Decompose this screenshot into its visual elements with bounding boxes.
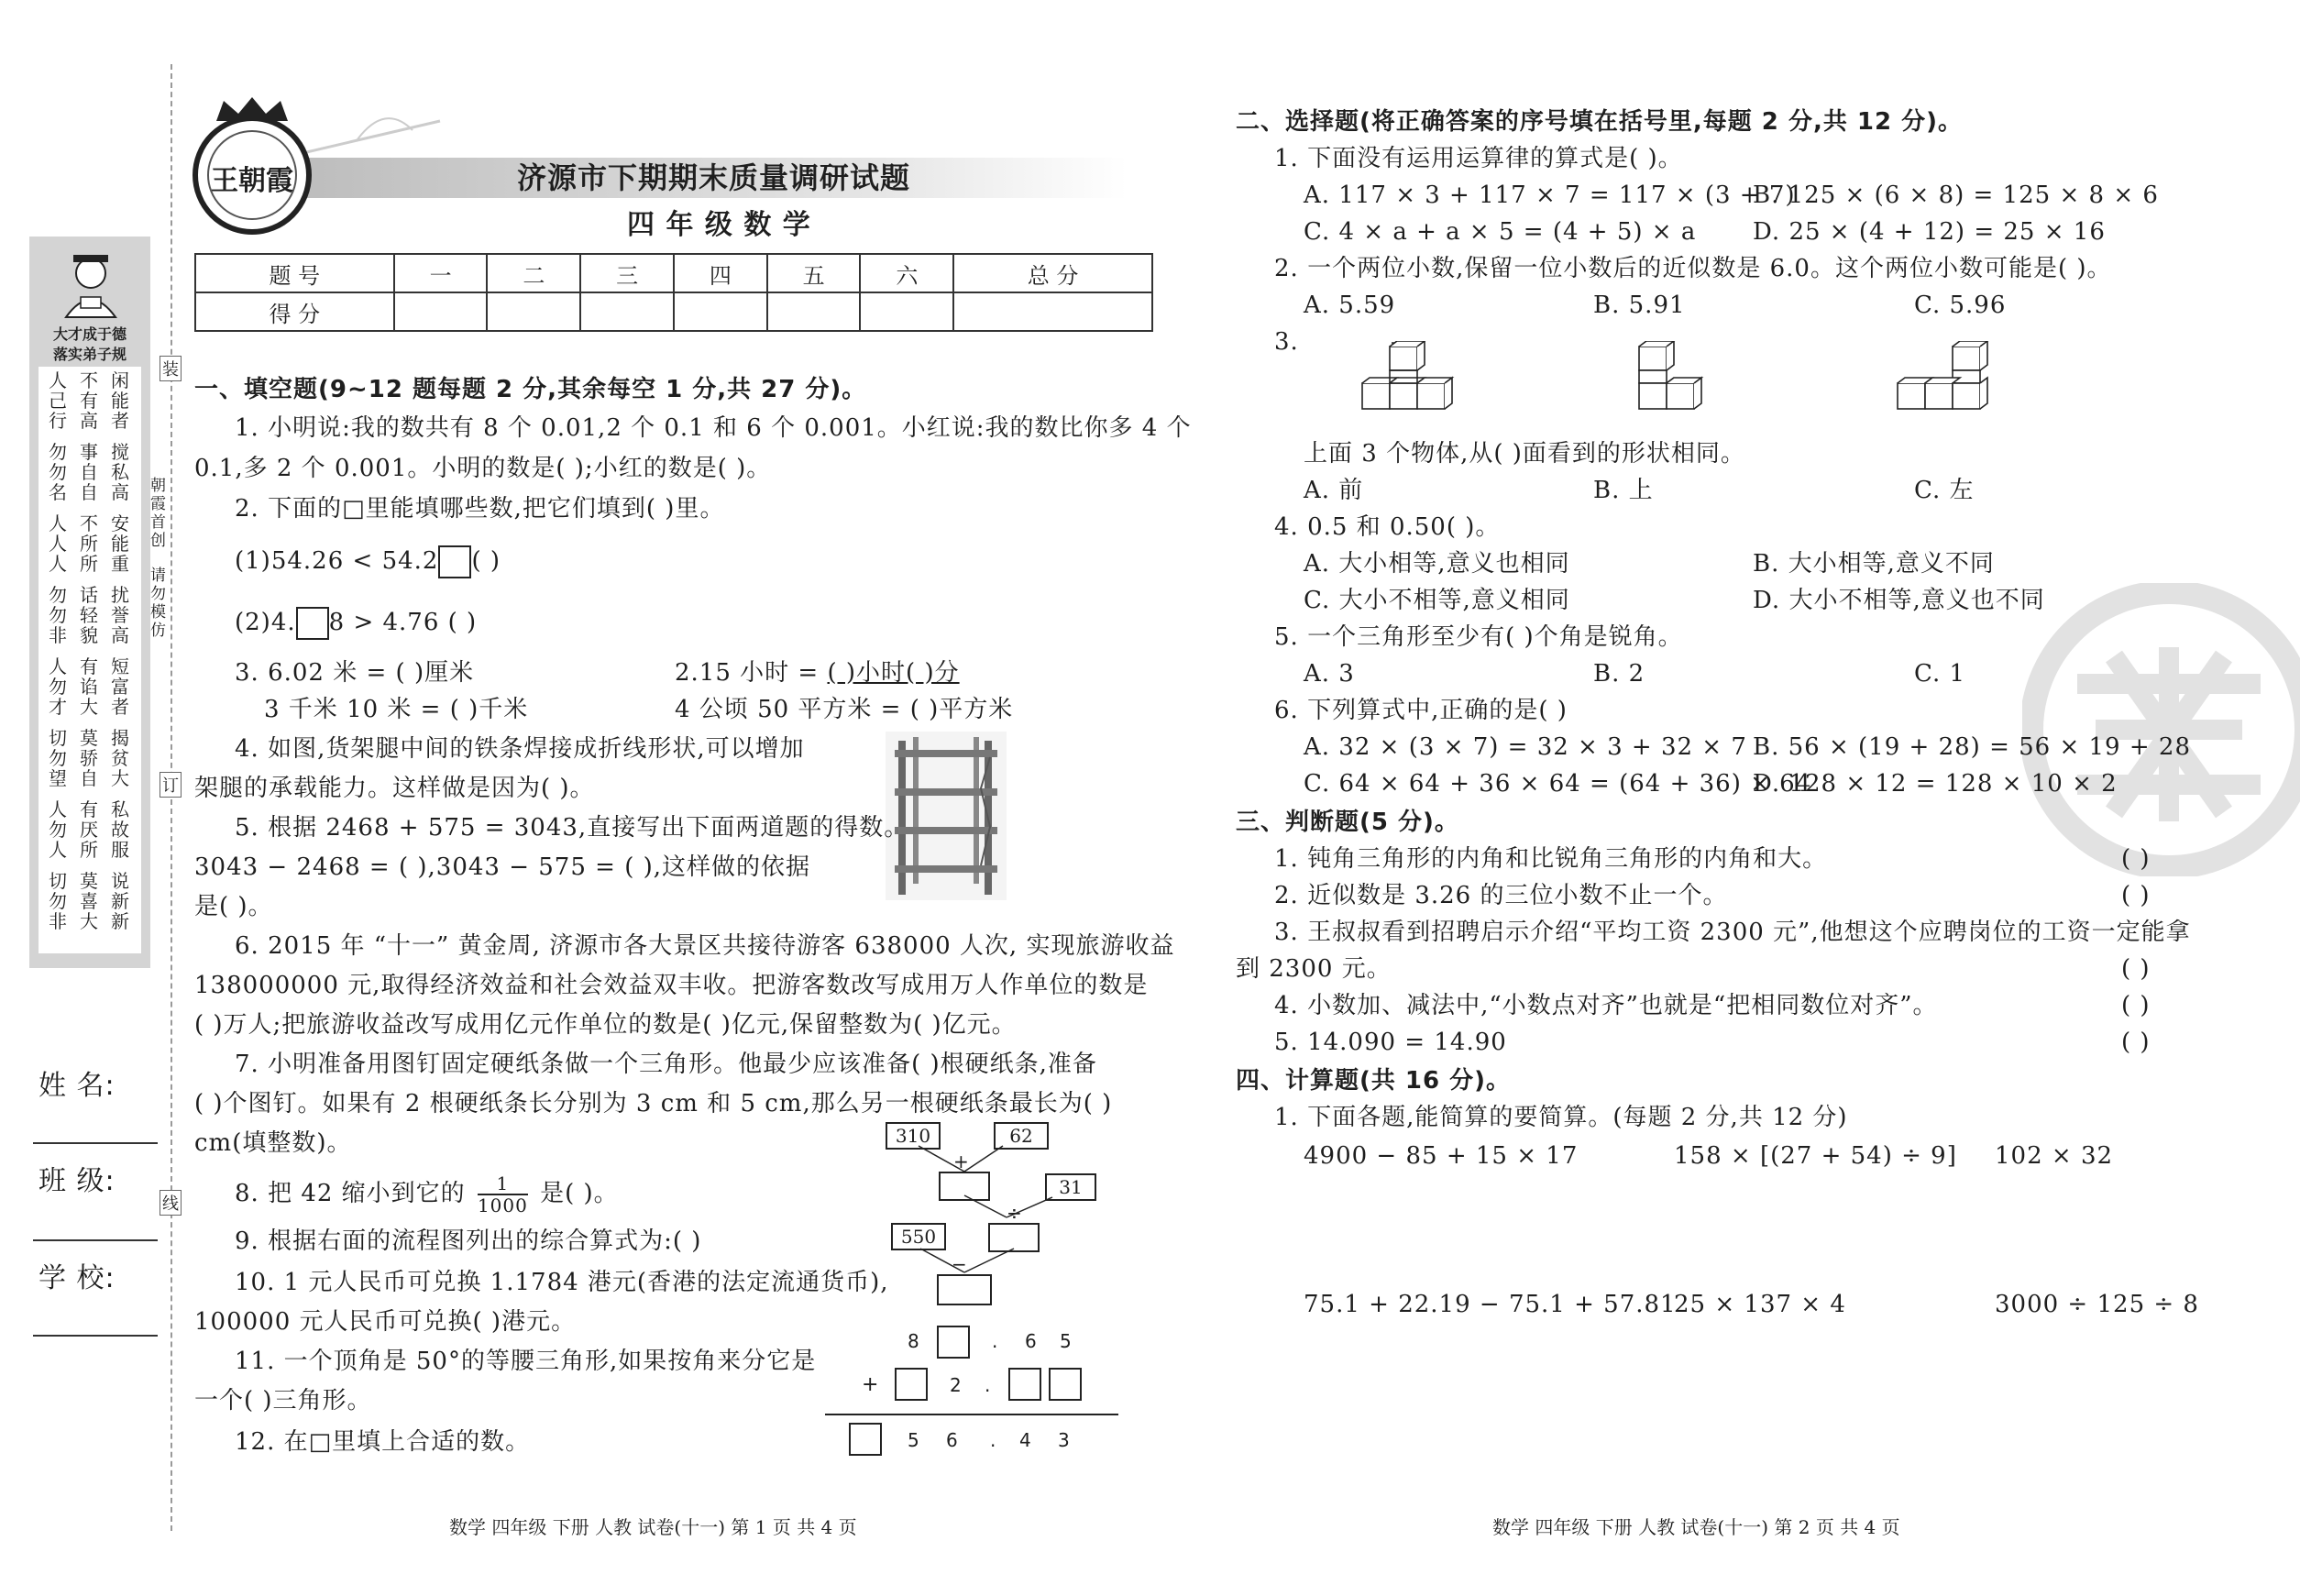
crown-icon [213,95,292,123]
va-r3-dot: . [990,1429,997,1451]
va-r1-d1: 8 [908,1330,920,1352]
motto-column: 切勿望 [49,727,67,789]
motto-column: 人勿才 [49,655,67,718]
motto-column: 不所所 [80,512,98,575]
fraction-numerator: 1 [478,1173,528,1195]
motto-column: 扰誉高 [111,584,129,646]
q2-1 [235,545,501,578]
motto-column: 私故服 [111,798,129,861]
s3-q3-bracket[interactable]: ( ) [2121,955,2151,983]
q3-a: 3. 6.02 米 = ( )厘米 [235,659,475,687]
va-sum-line [825,1414,1118,1415]
q1-line1: 1. 小明说:我的数共有 8 个 0.01,2 个 0.1 和 6 个 0.001。小红说:我的数比你多 4 个 [235,414,1192,442]
table-cell: 一 [394,254,488,292]
s2-q4: 4. 0.5 和 0.50( )。 [1274,513,1501,541]
s2-q2-B: B. 5.91 [1593,292,1686,319]
section4-title: 四、计算题(共 16 分)。 [1236,1067,1512,1095]
logo-text: 王朝霞 [211,165,293,197]
flow-result-final[interactable] [937,1274,992,1305]
cube-figure-2 [1626,341,1731,418]
s3-q2-bracket[interactable]: ( ) [2121,882,2151,909]
class-line [33,1239,158,1241]
score-input-1[interactable] [394,292,488,331]
s2-q2-C: C. 5.96 [1914,292,2007,319]
header-ribbon-icon [303,103,449,158]
motto-column: 莫喜大 [80,870,98,932]
school-line [33,1335,158,1337]
s2-q6-A: A. 32 × (3 × 7) = 32 × 3 + 32 × 7 [1304,733,1747,761]
q4-line2: 架腿的承载能力。这样做是因为( )。 [194,775,595,802]
flow-result-2[interactable] [988,1223,1040,1252]
q11-line2: 一个( )三角形。 [194,1387,372,1414]
q6-line2: 138000000 元,取得经济效益和社会效益双丰收。把游客数改写成用万人作单位的数是 [194,972,1149,999]
s2-q6: 6. 下列算式中,正确的是( ) [1274,697,1568,724]
q2-2-text: (2)4. [235,609,296,636]
s4-q1: 1. 下面各题,能简算的要简算。(每题 2 分,共 12 分) [1274,1104,1848,1131]
page-subtitle: 四 年 级 数 学 [627,209,811,241]
q2-2-answer: 8 > 4.76 ( ) [328,609,478,636]
q4-line1: 4. 如图,货架腿中间的铁条焊接成折线形状,可以增加 [235,735,805,763]
flow-op-plus: + [953,1150,970,1172]
fraction-denominator: 1000 [477,1194,528,1216]
s2-q2: 2. 一个两位小数,保留一位小数后的近似数是 6.0。这个两位小数可能是( )。 [1274,255,2112,282]
s3-q5-bracket[interactable]: ( ) [2121,1029,2151,1056]
table-cell: 五 [767,254,861,292]
s2-q1: 1. 下面没有运用运算律的算式是( )。 [1274,145,1683,172]
school-label: 学 校: [39,1262,116,1294]
motto-column: 有厌所 [80,798,98,861]
s2-q1-B: B. 125 × (6 × 8) = 125 × 8 × 6 [1753,182,2159,209]
class-label: 班 级: [39,1165,116,1197]
table-cell: 二 [487,254,580,292]
table-cell: 六 [860,254,953,292]
q8 [235,1173,619,1216]
flow-node-310: 310 [886,1122,941,1150]
section3-title: 三、判断题(5 分)。 [1236,809,1459,836]
motto-column: 人勿人 [49,798,67,861]
q7-line1: 7. 小明准备用图钉固定硬纸条做一个三角形。他最少应该准备( )根硬纸条,准备 [235,1051,1097,1078]
table-cell: 四 [674,254,767,292]
motto-column: 莫骄自 [80,727,98,789]
q7-line2: ( )个图钉。如果有 2 根硬纸条长分别为 3 cm 和 5 cm,那么另一根硬纸条最长为( ) [194,1090,1113,1117]
va-r3-d4: 3 [1058,1429,1071,1451]
s3-q4: 4. 小数加、减法中,“小数点对齐”也就是“把相同数位对齐”。 [1274,992,1938,1019]
flow-node-550: 550 [891,1223,946,1250]
fraction [478,1173,528,1216]
s2-q3: 3. [1274,328,1299,356]
footer-left: 数学 四年级 下册 人教 试卷(十一) 第 1 页 共 4 页 [449,1516,857,1538]
s2-q5-C: C. 1 [1914,660,1966,688]
motto-column: 不有高 [80,369,98,432]
va-box-1[interactable] [937,1326,970,1359]
q3-b-text: 2.15 小时 = [675,659,828,687]
q3-c: 3 千米 10 米 = ( )千米 [264,696,529,723]
binding-line [171,64,172,1531]
confidential-seal-icon [2022,583,2300,876]
s3-q1-bracket[interactable]: ( ) [2121,845,2151,873]
motto-column: 闲能者 [111,369,129,432]
s4-expr-1: 4900 − 85 + 15 × 17 [1304,1142,1579,1170]
s2-q1-C: C. 4 × a + a × 5 = (4 + 5) × a [1304,218,1697,246]
section2-title: 二、选择题(将正确答案的序号填在括号里,每题 2 分,共 12 分)。 [1236,108,1963,136]
q5-line3: 是( )。 [194,893,273,920]
s2-q3-B: B. 上 [1593,477,1654,504]
flow-node-31: 31 [1045,1173,1096,1201]
va-box-5[interactable] [849,1423,882,1456]
fold-mark-1: 装 [160,356,182,381]
q8-text: 8. 把 42 缩小到它的 [235,1180,466,1207]
q5-line2: 3043 − 2468 = ( ),3043 − 575 = ( ),这样做的依据 [194,853,811,881]
s4-expr-4: 75.1 + 22.19 − 75.1 + 57.81 [1304,1291,1677,1318]
logo [193,116,312,235]
s2-q5-B: B. 2 [1593,660,1645,688]
score-table [194,253,1153,332]
q2: 2. 下面的□里能填哪些数,把它们填到( )里。 [235,495,725,523]
va-box-2[interactable] [895,1368,928,1401]
s2-q3-A: A. 前 [1304,477,1364,504]
q2-1-answer: ( ) [471,547,501,575]
score-table-header-row [195,254,1152,292]
flow-op-divide: ÷ [1007,1202,1023,1224]
motto-column: 人人人 [49,512,67,575]
flow-node-62: 62 [994,1122,1049,1150]
s2-q4-C: C. 大小不相等,意义相同 [1304,587,1570,614]
s3-q3-line1: 3. 王叔叔看到招聘启示介绍“平均工资 2300 元”,他想这个应聘岗位的工资一定能拿 [1274,919,2191,946]
score-table-score-row [195,292,1152,331]
s3-q5: 5. 14.090 = 14.90 [1274,1029,1507,1056]
va-r1-d3: 5 [1060,1330,1073,1352]
motto-column: 短富者 [111,655,129,718]
va-box-4[interactable] [1049,1368,1082,1401]
motto-column: 事自自 [80,441,98,503]
s2-q5: 5. 一个三角形至少有( )个角是锐角。 [1274,623,1683,651]
va-r2-dot: . [985,1374,992,1396]
s2-q6-C: C. 64 × 64 + 36 × 64 = (64 + 36) × 64 [1304,770,1812,798]
blank-box[interactable] [438,545,471,578]
s2-q5-A: A. 3 [1304,660,1355,688]
score-input-total[interactable] [953,292,1152,331]
motto-column: 说新新 [111,870,129,932]
s3-q1: 1. 钝角三角形的内角和比锐角三角形的内角和大。 [1274,845,1828,873]
va-r3-d2: 6 [946,1429,959,1451]
s4-expr-6: 3000 ÷ 125 ÷ 8 [1995,1291,2199,1318]
motto-column: 勿勿名 [49,441,67,503]
motto-top: 大才成于德 [52,325,127,343]
page-title: 济源市下期期末质量调研试题 [517,160,911,195]
motto-column: 勿勿非 [49,584,67,646]
q11-line1: 11. 一个顶角是 50°的等腰三角形,如果按角来分它是 [235,1348,817,1375]
motto-column: 有谄大 [80,655,98,718]
s2-q2-A: A. 5.59 [1304,292,1396,319]
table-cell: 三 [580,254,674,292]
footer-right: 数学 四年级 下册 人教 试卷(十一) 第 2 页 共 4 页 [1492,1516,1900,1538]
va-r1-d2: 6 [1025,1330,1038,1352]
s3-q2: 2. 近似数是 3.26 的三位小数不止一个。 [1274,882,1728,909]
motto-column: 安能重 [111,512,129,575]
s2-q6-B: B. 56 × (19 + 28) = 56 × 19 + 28 [1753,733,2191,761]
va-r3-d1: 5 [908,1429,920,1451]
table-cell: 题 号 [195,254,394,292]
s4-expr-5: 25 × 137 × 4 [1674,1291,1846,1318]
fold-mark-2: 订 [160,772,182,798]
scholar-icon [53,246,128,319]
s2-q6-D: D. 128 × 12 = 128 × 10 × 2 [1753,770,2118,798]
va-box-3[interactable] [1008,1368,1041,1401]
s2-q4-B: B. 大小相等,意义不同 [1753,550,1995,578]
score-input-3[interactable] [580,292,674,331]
s4-expr-3: 102 × 32 [1995,1142,2114,1170]
motto-top2: 落实弟子规 [52,346,127,363]
score-input-5[interactable] [767,292,861,331]
s2-q3-C: C. 左 [1914,477,1975,504]
name-line [33,1142,158,1144]
s2-q4-A: A. 大小相等,意义也相同 [1304,550,1570,578]
q12: 12. 在□里填上合适的数。 [235,1428,531,1456]
vertical-note-2: 请勿模仿 [150,567,166,640]
motto-column: 搅私高 [111,441,129,503]
s3-q3-line2: 到 2300 元。 [1236,955,1392,983]
q1-line2: 0.1,多 2 个 0.001。小明的数是( );小红的数是( )。 [194,455,772,482]
q3-d: 4 公顷 50 平方米 = ( )平方米 [675,696,1014,723]
va-r3-d3: 4 [1019,1429,1032,1451]
s2-q3-text: 上面 3 个物体,从( )面看到的形状相同。 [1304,440,1745,468]
score-input-6[interactable] [860,292,953,331]
q5-line1: 5. 根据 2468 + 575 = 3043,直接写出下面两道题的得数。 [235,814,909,842]
blank-box[interactable] [296,607,329,640]
cube-figure-3 [1888,341,1993,418]
motto-column: 人己行 [49,369,67,432]
fold-mark-3: 线 [160,1190,182,1216]
s2-q1-D: D. 25 × (4 + 12) = 25 × 16 [1753,218,2106,246]
q9: 9. 根据右面的流程图列出的综合算式为:( ) [235,1227,702,1255]
s2-q4-D: D. 大小不相等,意义也不同 [1753,587,2045,614]
q2-1-text: (1)54.26 < 54.2 [235,547,439,575]
vertical-note-1: 朝霞首创 [150,477,166,550]
q2-2 [235,607,477,640]
va-r1-dot: . [992,1330,999,1352]
cube-figure-1 [1353,341,1458,418]
s3-q4-bracket[interactable]: ( ) [2121,992,2151,1019]
q7-line3: cm(填整数)。 [194,1129,352,1157]
q8-answer: 是( )。 [540,1180,619,1207]
section1-title: 一、填空题(9~12 题每题 2 分,其余每空 1 分,共 27 分)。 [194,376,867,403]
s2-q1-A: A. 117 × 3 + 117 × 7 = 117 × (3 + 7) [1304,182,1796,209]
q3-b-blanks: ( )小时( )分 [827,659,960,687]
q6-line1: 6. 2015 年 “十一” 黄金周, 济源市各大景区共接待游客 638000 人次, 实现旅游收益 [235,932,1175,960]
score-input-2[interactable] [487,292,580,331]
name-label: 姓 名: [39,1070,116,1102]
q6-line3: ( )万人;把旅游收益改写成用亿元作单位的数是( )亿元,保留整数为( )亿元。 [194,1011,1017,1039]
table-cell: 总 分 [953,254,1152,292]
q3-b [675,657,960,688]
q10-line2: 100000 元人民币可兑换( )港元。 [194,1308,577,1336]
va-r2-d1: 2 [950,1374,963,1396]
motto-column: 揭贫大 [111,727,129,789]
table-cell: 得 分 [195,292,394,331]
q10-line1: 10. 1 元人民币可兑换 1.1784 港元(香港的法定流通货币), [235,1269,889,1296]
flow-result-1[interactable] [939,1172,990,1201]
motto-column: 话轻貌 [80,584,98,646]
score-input-4[interactable] [674,292,767,331]
flow-op-minus: − [952,1253,968,1275]
motto-column: 切勿非 [49,870,67,932]
va-r2-op: + [862,1373,880,1396]
s4-expr-2: 158 × [(27 + 54) ÷ 9] [1674,1142,1957,1170]
